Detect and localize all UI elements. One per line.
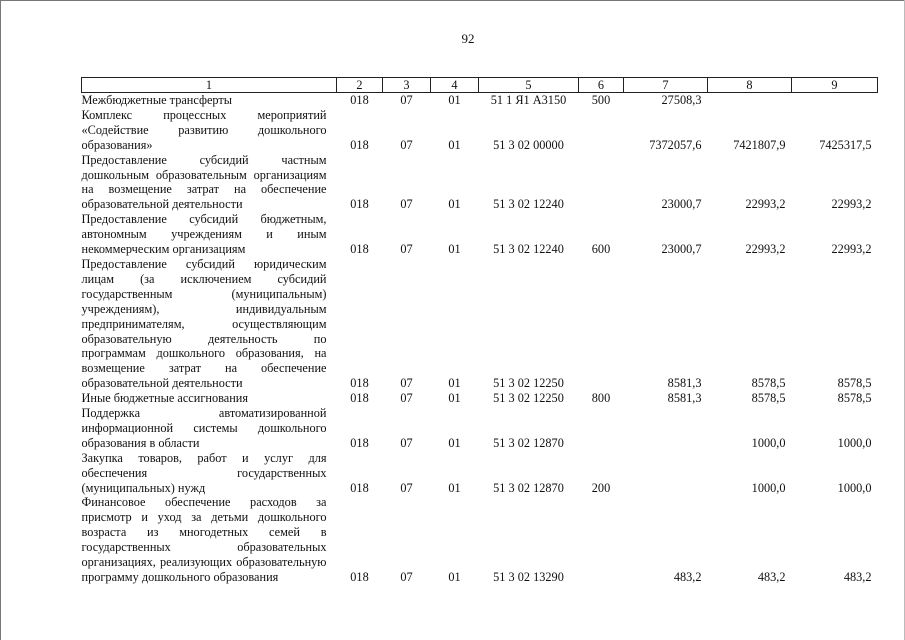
cell-amount-1: 8581,3 — [667, 391, 702, 406]
cell-amount-2: 22993,2 — [745, 242, 786, 257]
table-row — [82, 153, 878, 213]
cell-amount-1: 23000,7 — [661, 197, 702, 212]
cell-expense-type — [579, 406, 624, 451]
cell-amount-1 — [624, 406, 708, 451]
cell-section: 07 — [400, 137, 413, 152]
row-name: Иные бюджетные ассигнования — [81, 391, 249, 406]
cell-amount-3: 1000,0 — [837, 480, 872, 495]
cell-subsection: 01 — [448, 435, 461, 450]
column-header: 6 — [579, 78, 624, 93]
row-name: Предоставление субсидий частным дошкольным образовательным организациям на возмещение затрат на обеспечение образовательной деятельности — [81, 152, 327, 212]
cell-amount-2: 7421807,9 — [733, 137, 786, 152]
cell-target-article: 51 3 02 12250 — [493, 391, 564, 406]
cell-target-article: 51 3 02 13290 — [493, 570, 564, 584]
cell-subsection: 01 — [448, 137, 461, 152]
cell-subsection: 01 — [448, 570, 461, 584]
cell-expense-type — [579, 153, 624, 213]
cell-expense-type — [579, 495, 624, 584]
row-name: Финансовое обеспечение расходов за присмотр и уход за детьми дошкольного возраста из многодетных семей в государственных образовательных организациях, реализующих образовательную программу дошкольного образования — [81, 495, 327, 584]
cell-amount-1: 483,2 — [673, 570, 702, 584]
cell-section: 07 — [400, 391, 413, 406]
cell-subsection: 01 — [448, 480, 461, 495]
cell-amount-2: 8578,5 — [751, 391, 786, 406]
cell-expense-type — [579, 257, 624, 391]
cell-subsection: 01 — [448, 197, 461, 212]
page-edge-left — [0, 0, 1, 640]
column-header: 5 — [479, 78, 579, 93]
cell-target-article: 51 3 02 12240 — [493, 242, 564, 257]
cell-section: 07 — [400, 242, 413, 257]
cell-amount-3: 8578,5 — [837, 391, 872, 406]
cell-section: 07 — [400, 376, 413, 391]
row-name: Комплекс процессных мероприятий «Содействие развитию дошкольного образования» — [81, 107, 327, 152]
cell-amount-1: 8581,3 — [667, 376, 702, 391]
cell-amount-3: 1000,0 — [837, 435, 872, 450]
cell-target-article: 51 3 02 12870 — [493, 480, 564, 495]
page-edge-top — [0, 0, 905, 1]
row-name: Поддержка автоматизированной информационной системы дошкольного образования в области — [81, 406, 327, 450]
cell-ministry: 018 — [350, 137, 369, 152]
cell-ministry: 018 — [350, 242, 369, 257]
cell-ministry: 018 — [350, 197, 369, 212]
table-row — [82, 212, 878, 257]
cell-section: 07 — [400, 435, 413, 450]
cell-expense-type: 600 — [591, 242, 611, 257]
header-row — [82, 78, 878, 93]
cell-amount-3: 8578,5 — [837, 376, 872, 391]
table-row — [82, 391, 878, 406]
cell-ministry: 018 — [350, 376, 369, 391]
cell-subsection: 01 — [448, 93, 461, 107]
cell-amount-2 — [708, 93, 792, 108]
cell-amount-2: 1000,0 — [751, 435, 786, 450]
row-name: Закупка товаров, работ и услуг для обеспечения государственных (муниципальных) нужд — [81, 450, 327, 495]
column-header: 3 — [383, 78, 431, 93]
row-name: Предоставление субсидий юридическим лицам (за исключением субсидий государственным (муниципальным) учреждениям), индивидуальным предпринимателям, осуществляющим образовательную деятельность по программам дошкольного образования, на возмещение затрат на обеспечение образовательной деятельности — [81, 256, 327, 391]
cell-amount-1: 7372057,6 — [649, 137, 702, 152]
column-header: 4 — [431, 78, 479, 93]
cell-amount-2: 22993,2 — [745, 197, 786, 212]
table-row — [82, 406, 878, 451]
cell-ministry: 018 — [350, 435, 369, 450]
cell-expense-type: 500 — [591, 93, 611, 107]
cell-amount-3: 7425317,5 — [819, 137, 872, 152]
cell-target-article: 51 3 02 00000 — [493, 137, 564, 152]
cell-subsection: 01 — [448, 242, 461, 257]
cell-ministry: 018 — [350, 570, 369, 584]
cell-section: 07 — [400, 480, 413, 495]
cell-section: 07 — [400, 93, 413, 107]
column-header: 8 — [708, 78, 792, 93]
page-number: 92 — [461, 31, 475, 46]
cell-ministry: 018 — [350, 480, 369, 495]
cell-subsection: 01 — [448, 391, 461, 406]
table-row — [82, 93, 878, 108]
cell-section: 07 — [400, 570, 413, 584]
cell-target-article: 51 3 02 12240 — [493, 197, 564, 212]
cell-target-article: 51 3 02 12250 — [493, 376, 564, 391]
cell-ministry: 018 — [350, 93, 369, 107]
cell-amount-1: 23000,7 — [661, 242, 702, 257]
column-header: 7 — [624, 78, 708, 93]
cell-amount-2: 1000,0 — [751, 480, 786, 495]
cell-amount-3: 483,2 — [843, 570, 872, 584]
cell-section: 07 — [400, 197, 413, 212]
column-header: 2 — [337, 78, 383, 93]
table-row — [82, 108, 878, 153]
cell-subsection: 01 — [448, 376, 461, 391]
cell-amount-1 — [624, 451, 708, 496]
cell-expense-type — [579, 108, 624, 153]
cell-target-article: 51 3 02 12870 — [493, 435, 564, 450]
cell-ministry: 018 — [350, 391, 369, 406]
cell-amount-3: 22993,2 — [831, 242, 872, 257]
row-name: Межбюджетные трансферты — [81, 93, 233, 107]
cell-expense-type: 200 — [591, 480, 611, 495]
table-row — [82, 451, 878, 496]
budget-table — [81, 77, 878, 585]
table-row — [82, 257, 878, 391]
row-name: Предоставление субсидий бюджетным, автономным учреждениям и иным некоммерческим организациям — [81, 212, 327, 257]
column-header: 9 — [792, 78, 878, 93]
cell-amount-1: 27508,3 — [661, 93, 702, 107]
cell-expense-type: 800 — [591, 391, 611, 406]
cell-amount-2: 8578,5 — [751, 376, 786, 391]
cell-target-article: 51 1 Я1 А3150 — [490, 93, 567, 107]
cell-amount-3: 22993,2 — [831, 197, 872, 212]
column-header: 1 — [82, 78, 337, 93]
cell-amount-2: 483,2 — [757, 570, 786, 584]
cell-amount-3 — [792, 93, 878, 108]
table-row — [82, 495, 878, 584]
